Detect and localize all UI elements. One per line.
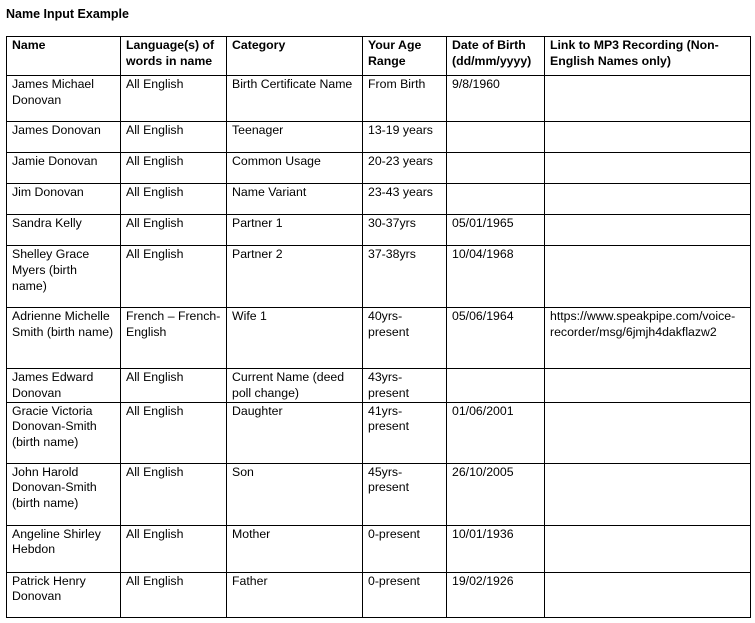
cell-category: Current Name (deed poll change) [227, 369, 363, 403]
cell-category: Father [227, 572, 363, 617]
cell-name: Shelley Grace Myers (birth name) [7, 246, 121, 308]
cell-name: Sandra Kelly [7, 215, 121, 246]
cell-name: John Harold Donovan-Smith (birth name) [7, 463, 121, 525]
cell-dob: 19/02/1926 [447, 572, 545, 617]
cell-language: All English [121, 246, 227, 308]
cell-name: Angeline Shirley Hebdon [7, 525, 121, 572]
column-header-language: Language(s) of words in name [121, 37, 227, 76]
cell-category: Son [227, 463, 363, 525]
cell-dob: 05/01/1965 [447, 215, 545, 246]
table-row [7, 215, 751, 246]
cell-language: All English [121, 525, 227, 572]
cell-category: Birth Certificate Name [227, 76, 363, 122]
cell-mp3-link [545, 184, 751, 215]
cell-language: All English [121, 76, 227, 122]
cell-dob [447, 184, 545, 215]
cell-age-range: 13-19 years [363, 122, 447, 153]
cell-mp3-link [545, 463, 751, 525]
table-row [7, 184, 751, 215]
name-input-table [6, 36, 751, 618]
column-header-mp3-link: Link to MP3 Recording (Non-English Names only) [545, 37, 751, 76]
cell-mp3-link [545, 369, 751, 403]
table-header-row [7, 37, 751, 76]
cell-dob [447, 153, 545, 184]
table-row [7, 402, 751, 463]
cell-mp3-link [545, 122, 751, 153]
cell-age-range: 41yrs-present [363, 402, 447, 463]
cell-language: All English [121, 369, 227, 403]
cell-age-range: 30-37yrs [363, 215, 447, 246]
cell-name: James Donovan [7, 122, 121, 153]
name-part: Gracie Victoria Donovan-Smith (birth name) [12, 403, 97, 450]
cell-name: Adrienne Michelle Smith (birth name) [7, 308, 121, 369]
table-row [7, 76, 751, 122]
column-header-age-range: Your Age Range [363, 37, 447, 76]
cell-age-range: 23-43 years [363, 184, 447, 215]
table-row [7, 572, 751, 617]
cell-age-range: 37-38yrs [363, 246, 447, 308]
cell-category: Name Variant [227, 184, 363, 215]
column-header-dob: Date of Birth (dd/mm/yyyy) [447, 37, 545, 76]
cell-age-range: 20-23 years [363, 153, 447, 184]
cell-mp3-link [545, 572, 751, 617]
table-row [7, 122, 751, 153]
cell-age-range: 0-present [363, 572, 447, 617]
cell-language: All English [121, 215, 227, 246]
table-row [7, 369, 751, 403]
cell-mp3-link [545, 215, 751, 246]
page-title: Name Input Example [6, 7, 129, 21]
column-header-category: Category [227, 37, 363, 76]
column-header-name: Name [7, 37, 121, 76]
cell-name: Jim Donovan [7, 184, 121, 215]
cell-mp3-link [545, 76, 751, 122]
cell-language: All English [121, 153, 227, 184]
cell-dob: 05/06/1964 [447, 308, 545, 369]
table-row [7, 525, 751, 572]
cell-dob: 01/06/2001 [447, 402, 545, 463]
cell-dob: 9/8/1960 [447, 76, 545, 122]
cell-category: Partner 1 [227, 215, 363, 246]
table-row [7, 463, 751, 525]
cell-dob [447, 369, 545, 403]
cell-language: French – French- English [121, 308, 227, 369]
cell-name: James Edward Donovan [7, 369, 121, 403]
cell-mp3-link: https://www.speakpipe.com/voice-recorder/msg/6jmjh4dakflazw2 [545, 308, 751, 369]
cell-name: Patrick Henry Donovan [7, 572, 121, 617]
cell-language: All English [121, 402, 227, 463]
cell-dob [447, 122, 545, 153]
cell-language: All English [121, 572, 227, 617]
cell-dob: 10/04/1968 [447, 246, 545, 308]
cell-language: All English [121, 184, 227, 215]
cell-category: Partner 2 [227, 246, 363, 308]
cell-language: All English [121, 463, 227, 525]
cell-mp3-link [545, 402, 751, 463]
cell-category: Mother [227, 525, 363, 572]
cell-language: All English [121, 122, 227, 153]
cell-mp3-link [545, 153, 751, 184]
table-row [7, 246, 751, 308]
cell-mp3-link [545, 246, 751, 308]
cell-name: James Michael Donovan [7, 76, 121, 122]
cell-category: Daughter [227, 402, 363, 463]
table-row [7, 153, 751, 184]
cell-mp3-link [545, 525, 751, 572]
cell-category: Wife 1 [227, 308, 363, 369]
cell-age-range: 0-present [363, 525, 447, 572]
table-row [7, 308, 751, 369]
cell-dob: 26/10/2005 [447, 463, 545, 525]
cell-dob: 10/01/1936 [447, 525, 545, 572]
cell-age-range: 40yrs-present [363, 308, 447, 369]
cell-age-range: From Birth [363, 76, 447, 122]
cell-category: Teenager [227, 122, 363, 153]
cell-name [7, 402, 121, 463]
cell-age-range: 43yrs-present [363, 369, 447, 403]
cell-age-range: 45yrs-present [363, 463, 447, 525]
cell-name: Jamie Donovan [7, 153, 121, 184]
cell-category: Common Usage [227, 153, 363, 184]
